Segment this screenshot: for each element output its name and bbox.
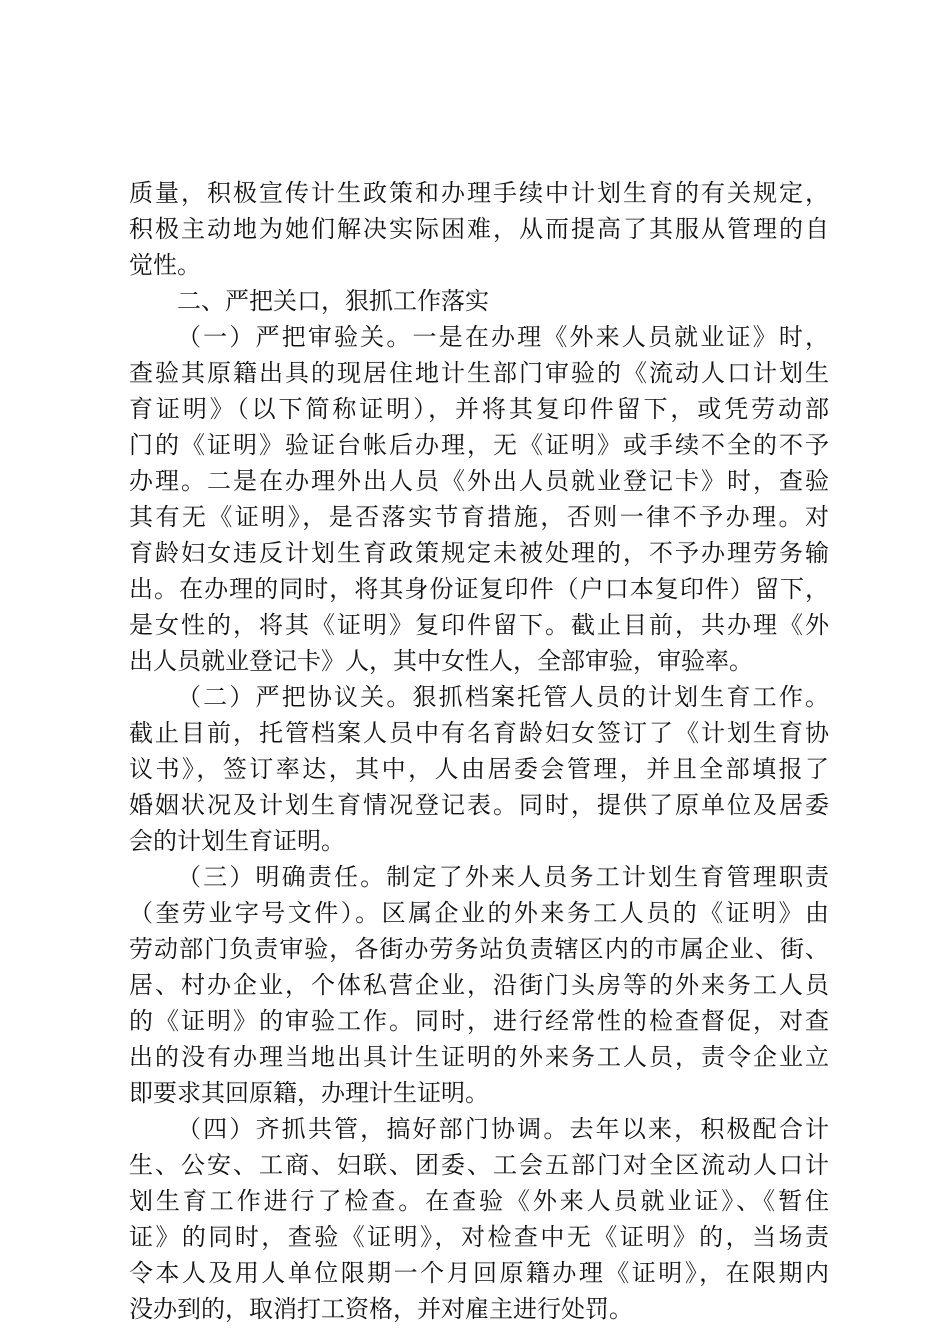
body-text-line: 劳动部门负责审验，各街办劳务站负责辖区内的市属企业、街、 xyxy=(129,935,829,963)
body-text-line: 出。在办理的同时，将其身份证复印件（户口本复印件）留下， xyxy=(129,575,829,603)
body-text-line: 出的没有办理当地出具计生证明的外来务工人员，责令企业立 xyxy=(129,1043,829,1071)
body-text-line: 即要求其回原籍，办理计生证明。 xyxy=(129,1079,489,1107)
body-text-line: （二）严把协议关。狠抓档案托管人员的计划生育工作。 xyxy=(177,683,829,711)
body-text-line: 出人员就业登记卡》人，其中女性人，全部审验，审验率。 xyxy=(129,647,753,675)
body-text-line: 婚姻状况及计划生育情况登记表。同时，提供了原单位及居委 xyxy=(129,791,829,819)
body-text-line: 办理。二是在办理外出人员《外出人员就业登记卡》时，查验 xyxy=(129,467,829,495)
body-text-line: （四）齐抓共管，搞好部门协调。去年以来，积极配合计 xyxy=(177,1115,829,1143)
body-text-line: 划生育工作进行了检查。在查验《外来人员就业证》、《暂住 xyxy=(129,1187,829,1215)
section-heading: 二、严把关口，狠抓工作落实 xyxy=(177,287,489,315)
body-text-line: （三）明确责任。制定了外来人员务工计划生育管理职责 xyxy=(177,863,829,891)
body-text-line: 门的《证明》验证台帐后办理，无《证明》或手续不全的不予 xyxy=(129,431,829,459)
body-text-line: 证》的同时，查验《证明》，对检查中无《证明》的，当场责 xyxy=(129,1223,829,1251)
body-text-line: 没办到的，取消打工资格，并对雇主进行处罚。 xyxy=(129,1295,633,1323)
body-text-line: 查验其原籍出具的现居住地计生部门审验的《流动人口计划生 xyxy=(129,359,829,387)
body-text-line: 截止目前，托管档案人员中有名育龄妇女签订了《计划生育协 xyxy=(129,719,829,747)
body-text-line: 其有无《证明》，是否落实节育措施，否则一律不予办理。对 xyxy=(129,503,829,531)
body-text-line: （奎劳业字号文件）。区属企业的外来务工人员的《证明》由 xyxy=(129,899,829,927)
body-text-line: 会的计划生育证明。 xyxy=(129,827,345,855)
body-text-line: 的《证明》的审验工作。同时，进行经常性的检查督促，对查 xyxy=(129,1007,829,1035)
body-text-line: 觉性。 xyxy=(129,251,201,279)
body-text-line: 议书》，签订率达，其中，人由居委会管理，并且全部填报了 xyxy=(129,755,829,783)
body-text-line: 令本人及用人单位限期一个月回原籍办理《证明》，在限期内 xyxy=(129,1259,829,1287)
body-text-line: 居、村办企业，个体私营企业，沿街门头房等的外来务工人员 xyxy=(129,971,829,999)
body-text-line: （一）严把审验关。一是在办理《外来人员就业证》时， xyxy=(177,323,829,351)
body-text-line: 育证明》（以下简称证明），并将其复印件留下，或凭劳动部 xyxy=(129,395,829,423)
body-text-line: 是女性的，将其《证明》复印件留下。截止目前，共办理《外 xyxy=(129,611,829,639)
body-text-line: 育龄妇女违反计划生育政策规定未被处理的，不予办理劳务输 xyxy=(129,539,829,567)
body-text-line: 积极主动地为她们解决实际困难，从而提高了其服从管理的自 xyxy=(129,215,829,243)
body-text-line: 生、公安、工商、妇联、团委、工会五部门对全区流动人口计 xyxy=(129,1151,829,1179)
body-text-line: 质量，积极宣传计生政策和办理手续中计划生育的有关规定， xyxy=(129,179,829,207)
